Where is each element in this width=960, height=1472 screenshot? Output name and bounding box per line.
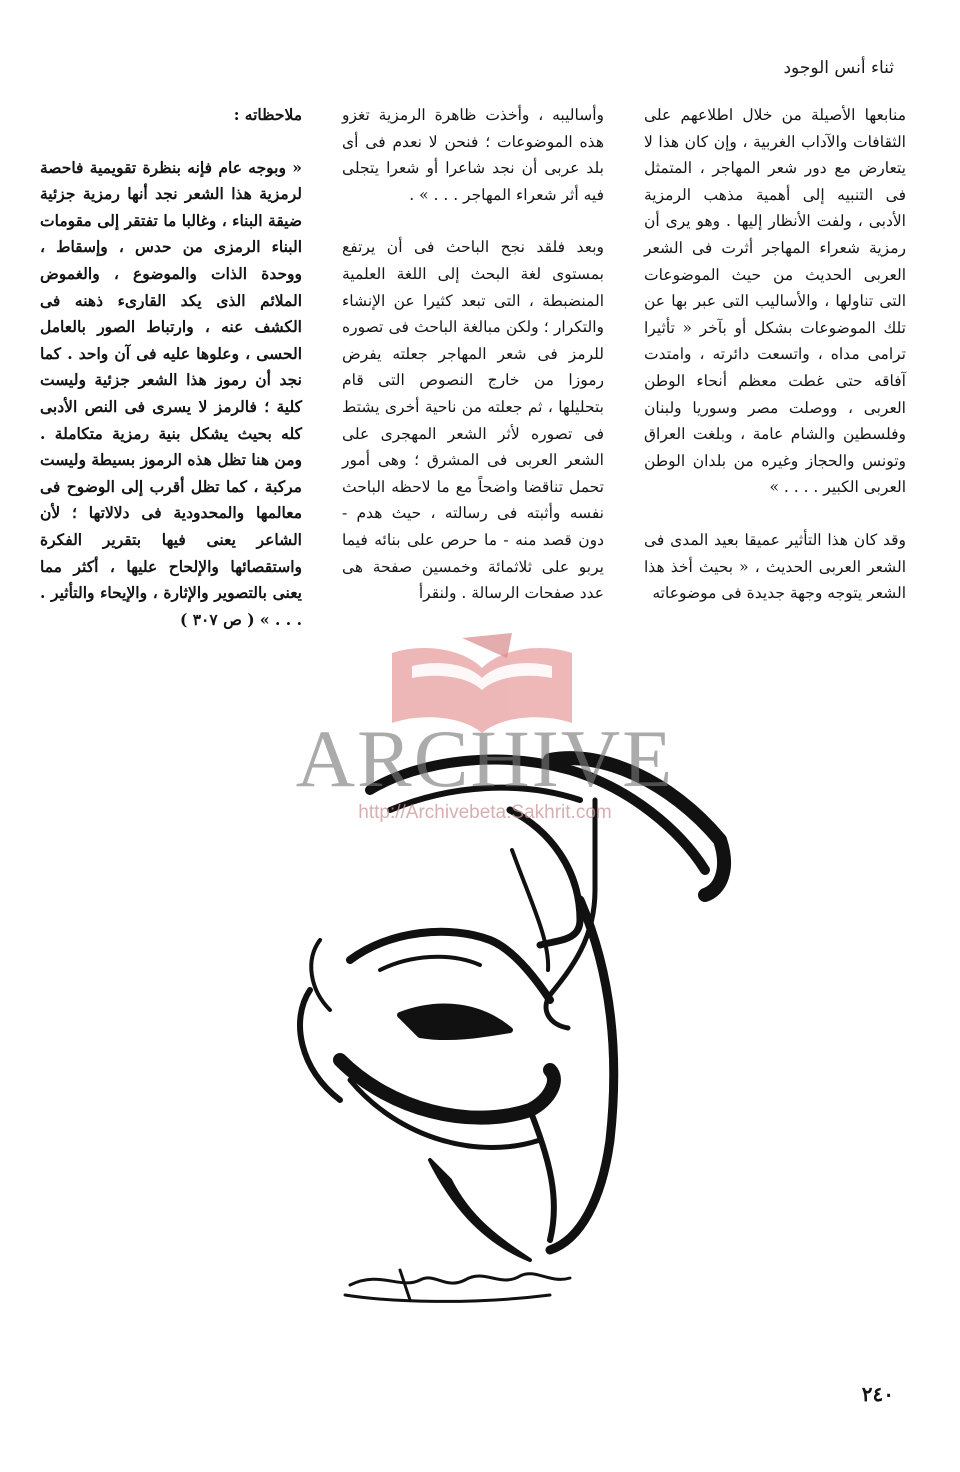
column-right-paragraph-1: منابعها الأصيلة من خلال اطلاعهم على الثقافات والآداب الغربية ، وإن كان هذا لا يتعارض مع دور شعر المهاجر ، المتمثل فى التنبيه إلى أهمية مذهب الرمزية الأدبى ، ولفت الأنظار إليها . وهو يرى أن رمزية شعراء المهاجر أثرت فى الشعر العربى الحديث من حيث الموضوعات التى تناولها ، والأساليب التى عبر بها عن تلك الموضوعات بشكل أو بآخر « تأثيرا ترامى مداه ، واتسعت دائرته ، وامتدت آفاقه حتى غطت معظم أنحاء الوطن العربى ، ووصلت مصر وسوريا ولبنان وفلسطين والشام عامة ، وبلغت العراق وتونس والحجاز وغيره من بلدان الوطن العربى الكبير . . . . » [644,106,906,497]
paragraph-gap [342,208,604,234]
column-left-heading: ملاحظاته : [233,105,302,124]
paragraph-gap [644,501,906,527]
text-columns [36,102,906,629]
column-right-paragraph-2: وقد كان هذا التأثير عميقا بعيد المدى فى الشعر العربى الحديث ، « بحيث أخذ هذا الشعر يتوجه وجهة جديدة فى موضوعاته [644,530,906,603]
signature-scribble-icon [345,1270,570,1301]
column-left [40,102,302,633]
column-middle [342,102,604,607]
page-number: ٢٤٠ [861,1382,894,1406]
column-left-quote: « وبوجه عام فإنه بنظرة تقويمية فاحصة لرمزية هذا الشعر نجد أنها رمزية جزئية ضيقة البناء ، وغالبا ما تفتقر إلى مقومات البناء الرمزى من حدس ، وإسقاط ، ووحدة الذات والموضوع ، والغموض الملائم الذى يكد القارىء ذهنه فى الكشف عنه ، وارتباط الصور بالعامل الحسى ، وعلوها عليه فى آن واحد . كما نجد أن رموز هذا الشعر جزئية وليست كلية ؛ فالرمز لا يسرى فى النص الأدبى كله بحيث يشكل بنية رمزية متكاملة . ومن هنا تظل هذه الرموز بسيطة وليست مركبة ، كما تظل أقرب إلى الوضوح فى معالمها والمحدودية فى دلالاتها ؛ لأن الشاعر يعنى فيها بتقرير الفكرة واستقصائها والإلحاح عليها ، أكثر مما يعنى بالتصوير والإثارة ، والإيحاء والتأثير . . . . » ( ص ٣٠٧ ) [40,157,302,629]
archive-watermark [280,620,690,860]
column-middle-paragraph-1: وأساليبه ، وأخذت ظاهرة الرمزية تغزو هذه الموضوعات ؛ فنحن لا نعدم فى أى بلد عربى أن نجد شاعرا أو شعرا يتجلى فيه أثر شعراء المهاجر . . . » . [342,106,604,204]
running-head: ثناء أنس الوجود [783,58,894,78]
watermark-url: http://Archivebeta.Sakhrit.com [358,802,612,823]
column-right [644,102,906,607]
column-middle-paragraph-2: وبعد فلقد نجح الباحث فى أن يرتفع بمستوى لغة البحث إلى اللغة العلمية المنضبطة ، التى تبعد كثيرا عن الإنشاء والتكرار ؛ ولكن مبالغة الباحث فى تصوره للرمز فى شعر المهاجر جعلته يفرض رموزا من خارج النصوص التى قام بتحليلها ، ثم جعلته من ناحية أخرى يشتط فى تصوره لأثر الشعر المهجرى على الشعر العربى فى المشرق ؛ وهى أمور تحمل تناقضا واضحاً مع ما لاحظه الباحث نفسه وأثبته فى رسالته ، حيث هدم - دون قصد منه - ما حرص على بنائه فيما يربو على ثلاثمائة وخمسين صفحة هى عدد صفحات الرسالة . ولنقرأ [342,238,604,603]
watermark-title: ARCHIVE [295,713,675,804]
